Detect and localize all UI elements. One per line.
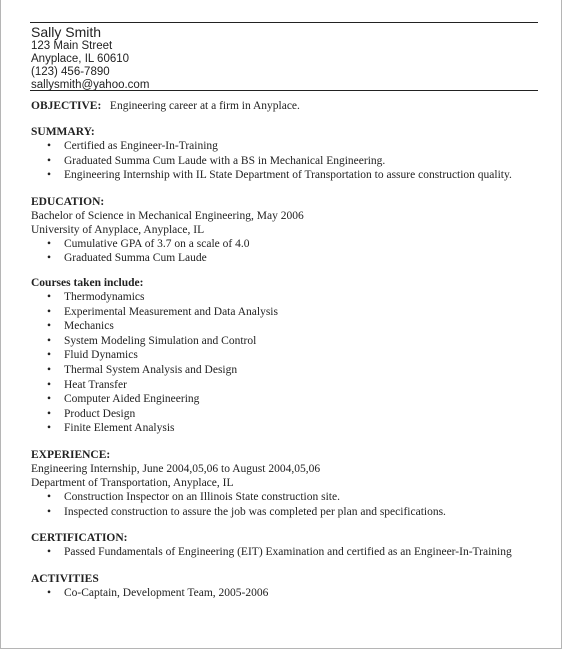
bullet-icon: • [47,393,52,406]
list-item-text: Co-Captain, Development Team, 2005-2006 [64,586,269,599]
list-item-text: Passed Fundamentals of Engineering (EIT) Examination and certified as an Engineer-In-Training [64,546,512,559]
experience-organization: Department of Transportation, Anyplace, IL [31,476,234,489]
summary-heading: SUMMARY: [31,126,95,138]
list-item [31,421,551,436]
list-item-text: Cumulative GPA of 3.7 on a scale of 4.0 [64,237,250,250]
phone-number: (123) 456-7890 [31,66,110,78]
experience-heading: EXPERIENCE: [31,448,111,461]
bullet-icon: • [47,505,52,518]
list-item [31,168,551,183]
list-item [31,392,551,407]
list-item-text: Graduated Summa Cum Laude [64,252,207,265]
courses-list [31,290,551,436]
activities-heading: ACTIVITIES [31,572,99,585]
bullet-icon: • [47,320,52,333]
bullet-icon: • [47,290,52,303]
activities-section [31,572,551,601]
list-item-text: Thermodynamics [64,290,145,303]
list-item [31,237,551,252]
bullet-icon: • [47,490,52,503]
city-state-zip: Anyplace, IL 60610 [31,53,130,65]
bullet-icon: • [47,407,52,420]
objective-section [31,99,551,113]
school-line: University of Anyplace, Anyplace, IL [31,223,205,236]
bullet-icon: • [47,154,52,167]
list-item [31,290,551,305]
list-item-text: Certified as Engineer-In-Training [64,140,218,152]
list-item [31,154,551,169]
bullet-icon: • [47,378,52,391]
bullet-icon: • [47,305,52,318]
courses-section [31,276,551,436]
experience-list [31,490,551,519]
list-item [31,348,551,363]
list-item-text: Engineering Internship with IL State Department of Transportation to assure construction quality. [64,169,512,182]
list-item-text: Computer Aided Engineering [64,393,200,406]
courses-heading: Courses taken include: [31,276,144,289]
education-heading: EDUCATION: [31,195,105,208]
objective-heading: OBJECTIVE: [31,100,102,112]
education-list [31,237,551,266]
list-item [31,586,551,601]
summary-list [31,139,551,183]
objective-text: Engineering career at a firm in Anyplace. [109,100,300,112]
list-item-text: Product Design [64,407,136,420]
list-item-text: Finite Element Analysis [64,422,175,435]
certification-section [31,531,551,560]
certification-list [31,545,551,560]
list-item [31,378,551,393]
list-item-text: Fluid Dynamics [64,349,138,362]
degree-line: Bachelor of Science in Mechanical Engineering, May 2006 [31,209,304,222]
header-bottom-rule [30,90,538,91]
list-item-text: Inspected construction to assure the job was completed per plan and specifications. [64,505,446,518]
bullet-icon: • [47,546,52,559]
activities-list [31,586,551,601]
bullet-icon: • [47,349,52,362]
street-address: 123 Main Street [31,40,113,52]
list-item [31,490,551,505]
list-item-text: Mechanics [64,320,114,333]
list-item [31,545,551,560]
bullet-icon: • [47,237,52,250]
list-item-text: Thermal System Analysis and Design [64,363,238,376]
bullet-icon: • [47,334,52,347]
bullet-icon: • [47,586,52,599]
list-item [31,319,551,334]
list-item-text: Heat Transfer [64,378,127,391]
list-item [31,334,551,349]
email-address: sallysmith@yahoo.com [31,79,150,91]
list-item [31,505,551,520]
list-item-text: System Modeling Simulation and Control [64,334,257,347]
list-item [31,251,551,266]
experience-title: Engineering Internship, June 2004,05,06 to August 2004,05,06 [31,462,321,475]
experience-section [31,448,551,519]
header-top-rule [30,22,538,23]
education-section [31,195,551,266]
bullet-icon: • [47,422,52,435]
list-item [31,407,551,422]
list-item-text: Construction Inspector on an Illinois State construction site. [64,490,340,503]
list-item [31,363,551,378]
bullet-icon: • [47,169,52,182]
list-item-text: Graduated Summa Cum Laude with a BS in Mechanical Engineering. [64,154,386,167]
resume-body [31,99,551,600]
summary-section [31,125,551,183]
candidate-name: Sally Smith [31,24,102,40]
bullet-icon: • [47,140,52,152]
list-item [31,305,551,320]
bullet-icon: • [47,252,52,265]
certification-heading: CERTIFICATION: [31,532,128,545]
list-item-text: Experimental Measurement and Data Analysis [64,305,278,318]
list-item [31,139,551,154]
bullet-icon: • [47,363,52,376]
contact-header [31,24,149,92]
